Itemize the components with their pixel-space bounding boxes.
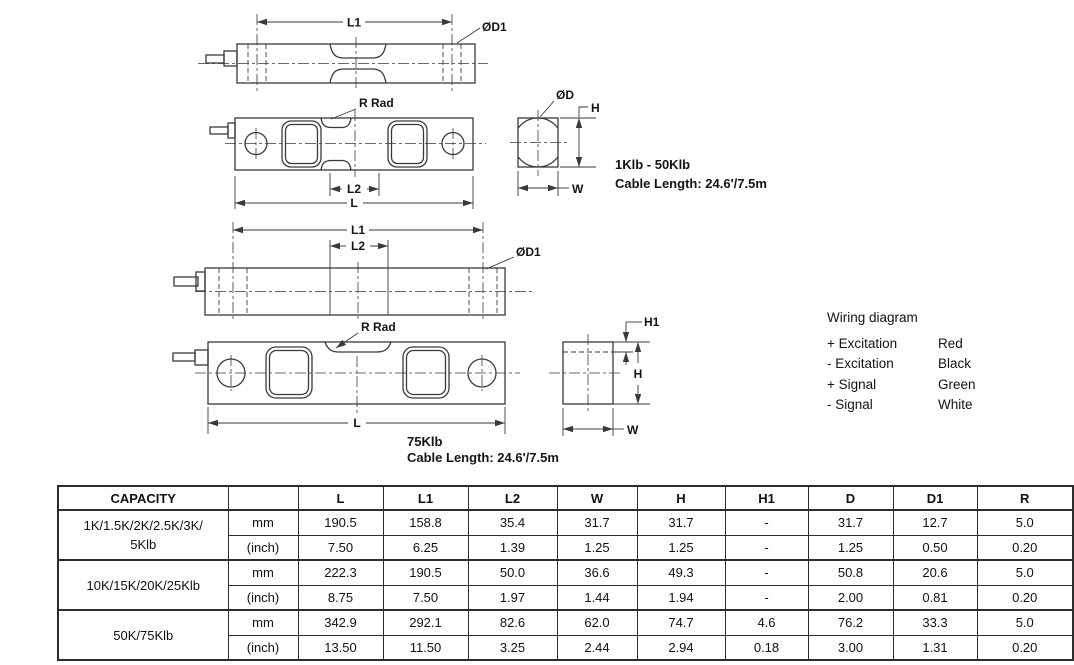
flexure-pocket xyxy=(388,121,427,167)
unit-cell: (inch) xyxy=(228,635,298,660)
value-cell: 0.81 xyxy=(893,585,977,610)
wiring-terminal: + Excitation xyxy=(827,336,898,351)
value-cell: 5.0 xyxy=(977,510,1073,535)
value-cell: 1.97 xyxy=(468,585,557,610)
column-header-h: H xyxy=(637,486,725,510)
table-row xyxy=(58,510,1073,535)
dim-label-l-small: L xyxy=(350,196,358,210)
column-header-w: W xyxy=(557,486,637,510)
wiring-title: Wiring diagram xyxy=(827,310,918,325)
value-cell: 1.31 xyxy=(893,635,977,660)
value-cell: 35.4 xyxy=(468,510,557,535)
value-cell: 3.00 xyxy=(808,635,893,660)
value-cell: 31.7 xyxy=(808,510,893,535)
column-header-capacity: CAPACITY xyxy=(58,486,228,510)
value-cell: 0.50 xyxy=(893,535,977,560)
table-row xyxy=(58,560,1073,585)
column-header-d1: D1 xyxy=(893,486,977,510)
cross-section-small xyxy=(510,88,600,196)
value-cell: 50.0 xyxy=(468,560,557,585)
wiring-terminal: + Signal xyxy=(827,376,877,392)
cable-stub xyxy=(210,127,228,134)
table-header-row xyxy=(58,486,1073,510)
top-view-large xyxy=(173,320,520,434)
value-cell: 0.20 xyxy=(977,585,1073,610)
column-header-l: L xyxy=(298,486,383,510)
dimension-table xyxy=(57,485,1074,661)
dim-label-h1-large: H1 xyxy=(644,315,660,329)
cable-stub xyxy=(173,353,195,361)
cable-length-label: Cable Length: 24.6'/7.5m xyxy=(407,450,559,465)
value-cell: 0.20 xyxy=(977,635,1073,660)
wiring-color: Red xyxy=(938,336,963,351)
value-cell: - xyxy=(725,510,808,535)
value-cell: 49.3 xyxy=(637,560,725,585)
caption-large-cell xyxy=(407,434,559,466)
cable-gland xyxy=(195,350,208,365)
value-cell: 76.2 xyxy=(808,610,893,635)
column-header-h1: H1 xyxy=(725,486,808,510)
dim-label-l1-small: L1 xyxy=(346,15,362,30)
flexure-pocket xyxy=(266,347,312,398)
cable-length-label: Cable Length: 24.6'/7.5m xyxy=(615,176,767,191)
wiring-row xyxy=(827,395,1037,415)
value-cell: 2.44 xyxy=(557,635,637,660)
capacity-range-label: 1Klb - 50Klb xyxy=(615,157,691,172)
value-cell: 222.3 xyxy=(298,560,383,585)
value-cell: 74.7 xyxy=(637,610,725,635)
cross-section-large xyxy=(549,315,660,437)
column-header-l2: L2 xyxy=(468,486,557,510)
value-cell: 0.20 xyxy=(977,535,1073,560)
wiring-row xyxy=(827,354,1037,374)
wiring-row xyxy=(827,334,1037,354)
dim-label-h-small: H xyxy=(591,101,600,115)
column-header-r: R xyxy=(977,486,1073,510)
flexure-pocket xyxy=(403,347,449,398)
value-cell: 342.9 xyxy=(298,610,383,635)
dim-label-rrad-small: R Rad xyxy=(359,96,394,110)
dim-label-d1-large: ØD1 xyxy=(516,245,541,259)
value-cell: 158.8 xyxy=(383,510,468,535)
value-cell: 3.25 xyxy=(468,635,557,660)
value-cell: 7.50 xyxy=(298,535,383,560)
wiring-terminal: - Excitation xyxy=(827,356,894,372)
unit-cell: mm xyxy=(228,510,298,535)
caption-small-cell xyxy=(615,155,767,193)
value-cell: 50.8 xyxy=(808,560,893,585)
value-cell: 31.7 xyxy=(557,510,637,535)
dim-label-l2-small: L2 xyxy=(346,182,362,196)
dim-label-w-small: W xyxy=(572,182,584,196)
wiring-terminal: - Signal xyxy=(827,397,873,413)
value-cell: 33.3 xyxy=(893,610,977,635)
value-cell: - xyxy=(725,585,808,610)
unit-cell: (inch) xyxy=(228,535,298,560)
capacity-cell: 10K/15K/20K/25Klb xyxy=(58,560,228,610)
value-cell: 1.25 xyxy=(637,535,725,560)
value-cell: 1.39 xyxy=(468,535,557,560)
value-cell: 2.94 xyxy=(637,635,725,660)
table-row xyxy=(58,610,1073,635)
cable-stub xyxy=(206,55,224,63)
value-cell: 7.50 xyxy=(383,585,468,610)
dim-label-l-large: L xyxy=(353,416,361,430)
value-cell: 36.6 xyxy=(557,560,637,585)
dim-label-d-small: ØD xyxy=(556,88,574,102)
value-cell: 6.25 xyxy=(383,535,468,560)
value-cell: 1.25 xyxy=(557,535,637,560)
value-cell: 62.0 xyxy=(557,610,637,635)
dim-label-w-large: W xyxy=(627,423,639,437)
value-cell: 11.50 xyxy=(383,635,468,660)
value-cell: 292.1 xyxy=(383,610,468,635)
value-cell: 1.25 xyxy=(808,535,893,560)
dim-label-d1-small: ØD1 xyxy=(482,20,507,34)
value-cell: 31.7 xyxy=(637,510,725,535)
dim-label-l2-large: L2 xyxy=(350,239,366,253)
cable-gland xyxy=(228,123,235,138)
dim-label-l1-large: L1 xyxy=(350,223,366,237)
value-cell: 82.6 xyxy=(468,610,557,635)
value-cell: 190.5 xyxy=(383,560,468,585)
cable-stub xyxy=(174,277,198,286)
value-cell: 5.0 xyxy=(977,560,1073,585)
wiring-color: Black xyxy=(938,356,972,372)
value-cell: 190.5 xyxy=(298,510,383,535)
value-cell: 8.75 xyxy=(298,585,383,610)
dim-label-rrad-large: R Rad xyxy=(361,320,396,334)
unit-cell: mm xyxy=(228,610,298,635)
value-cell: 2.00 xyxy=(808,585,893,610)
wiring-color: White xyxy=(938,397,973,413)
value-cell: 1.94 xyxy=(637,585,725,610)
side-view-small xyxy=(198,14,507,92)
unit-cell: mm xyxy=(228,560,298,585)
side-view-large xyxy=(174,222,541,321)
value-cell: 4.6 xyxy=(725,610,808,635)
value-cell: 0.18 xyxy=(725,635,808,660)
value-cell: 1.44 xyxy=(557,585,637,610)
wiring-diagram xyxy=(827,310,1037,416)
column-header-unit xyxy=(228,486,298,510)
capacity-cell: 50K/75Klb xyxy=(58,610,228,660)
value-cell: - xyxy=(725,535,808,560)
capacity-cell: 1K/1.5K/2K/2.5K/3K/ 5Klb xyxy=(58,510,228,560)
value-cell: - xyxy=(725,560,808,585)
wiring-row xyxy=(827,375,1037,395)
flexure-pocket xyxy=(282,121,321,167)
column-header-d: D xyxy=(808,486,893,510)
unit-cell: (inch) xyxy=(228,585,298,610)
top-view-small xyxy=(210,96,486,210)
wiring-color: Green xyxy=(938,376,976,392)
column-header-l1: L1 xyxy=(383,486,468,510)
value-cell: 20.6 xyxy=(893,560,977,585)
capacity-range-label: 75Klb xyxy=(407,434,443,449)
value-cell: 13.50 xyxy=(298,635,383,660)
value-cell: 5.0 xyxy=(977,610,1073,635)
dim-label-h-large: H xyxy=(633,367,643,381)
value-cell: 12.7 xyxy=(893,510,977,535)
